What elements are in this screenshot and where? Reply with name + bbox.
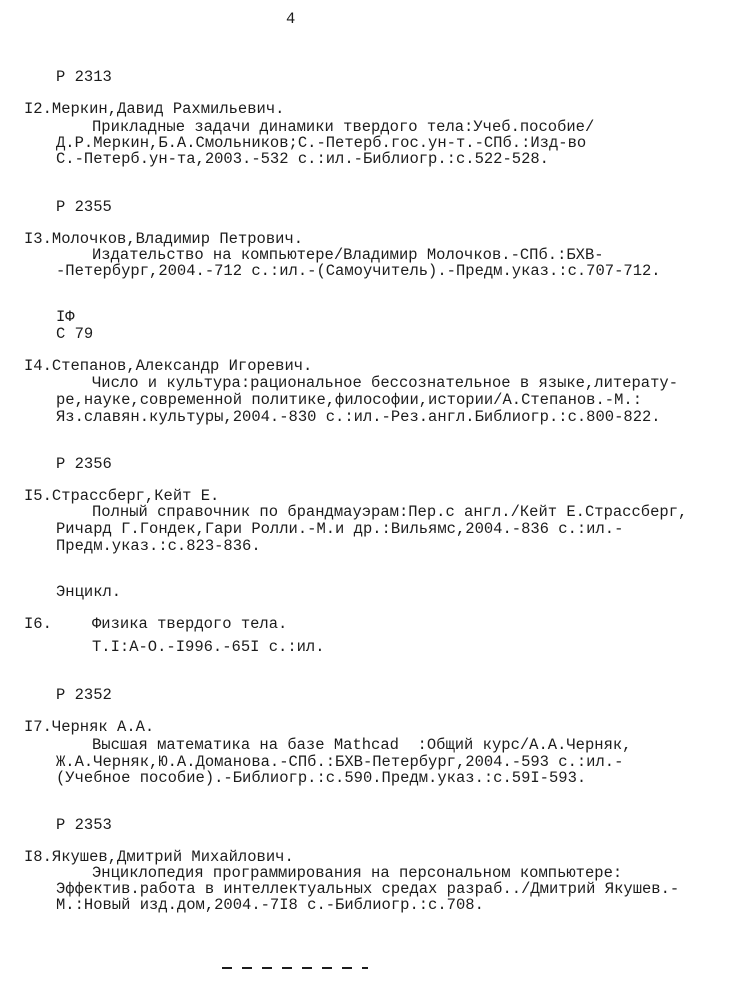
entry-author: I7.Черняк А.А.	[24, 718, 155, 736]
shelfmark: IФ	[56, 308, 75, 326]
shelfmark: Р 2313	[56, 68, 112, 86]
entry-author: I3.Молочков,Владимир Петрович.	[24, 230, 304, 248]
entry-text-line: Число и культура:рациональное бессознательное в языке,литерату-	[92, 374, 678, 392]
entry-author: I5.Страссберг,Кейт Е.	[24, 487, 220, 505]
entry-text-line: Предм.указ.:с.823-836.	[56, 537, 261, 555]
page-number: 4	[286, 10, 296, 28]
entry-author: I8.Якушев,Дмитрий Михайлович.	[24, 848, 294, 866]
entry-text-line: Эффектив.работа в интеллектуальных средах разраб../Дмитрий Якушев.-	[56, 880, 680, 898]
entry-text-line: -Петербург,2004.-712 с.:ил.-(Самоучитель).-Предм.указ.:с.707-712.	[56, 262, 661, 280]
entry-text-line: Яз.славян.культуры,2004.-830 с.:ил.-Рез.англ.Библиогр.:с.800-822.	[56, 408, 661, 426]
entry-text-line: Прикладные задачи динамики твердого тела:Учеб.пособие/	[92, 118, 595, 136]
shelfmark: Р 2356	[56, 455, 112, 473]
entry-text-line: Ж.А.Черняк,Ю.А.Доманова.-СПб.:БХВ-Петербург,2004.-593 с.:ил.-	[56, 753, 624, 771]
entry-text-line: ре,науке,современной политике,философии,истории/А.Степанов.-М.:	[56, 391, 642, 409]
entry-text-line: Высшая математика на базе Mathcad :Общий курс/А.А.Черняк,	[92, 736, 632, 754]
entry-text-line: Полный справочник по брандмауэрам:Пер.с англ./Кейт Е.Страссберг,	[92, 503, 688, 521]
shelfmark-secondary: С 79	[56, 325, 94, 343]
shelfmark: Р 2352	[56, 686, 112, 704]
entry-title: Физика твердого тела.	[92, 615, 288, 633]
shelfmark: Энцикл.	[56, 583, 122, 601]
entry-author: I4.Степанов,Александр Игоревич.	[24, 357, 313, 375]
entry-text-line: Ричард Г.Гондек,Гари Ролли.-М.и др.:Вильямс,2004.-836 с.:ил.-	[56, 520, 624, 538]
entry-text-line: (Учебное пособие).-Библиогр.:с.590.Предм.указ.:с.59I-593.	[56, 769, 587, 787]
entry-text-line: М.:Новый изд.дом,2004.-7I8 с.-Библиогр.:с.708.	[56, 896, 484, 914]
end-divider	[222, 967, 368, 969]
entry-text-line: Д.Р.Меркин,Б.А.Смольников;С.-Петерб.гос.ун-т.-СПб.:Изд-во	[56, 134, 587, 152]
entry-text-line: Издательство на компьютере/Владимир Молочков.-СПб.:БХВ-	[92, 246, 604, 264]
entry-text-line: С.-Петерб.ун-та,2003.-532 с.:ил.-Библиогр.:с.522-528.	[56, 150, 549, 168]
entry-text-line: Т.I:А-О.-I996.-65I с.:ил.	[92, 638, 325, 656]
shelfmark: Р 2355	[56, 198, 112, 216]
entry-author: I2.Меркин,Давид Рахмильевич.	[24, 100, 285, 118]
entry-text-line: Энциклопедия программирования на персональном компьютере:	[92, 864, 623, 882]
entry-number: I6.	[24, 615, 52, 633]
shelfmark: Р 2353	[56, 816, 112, 834]
